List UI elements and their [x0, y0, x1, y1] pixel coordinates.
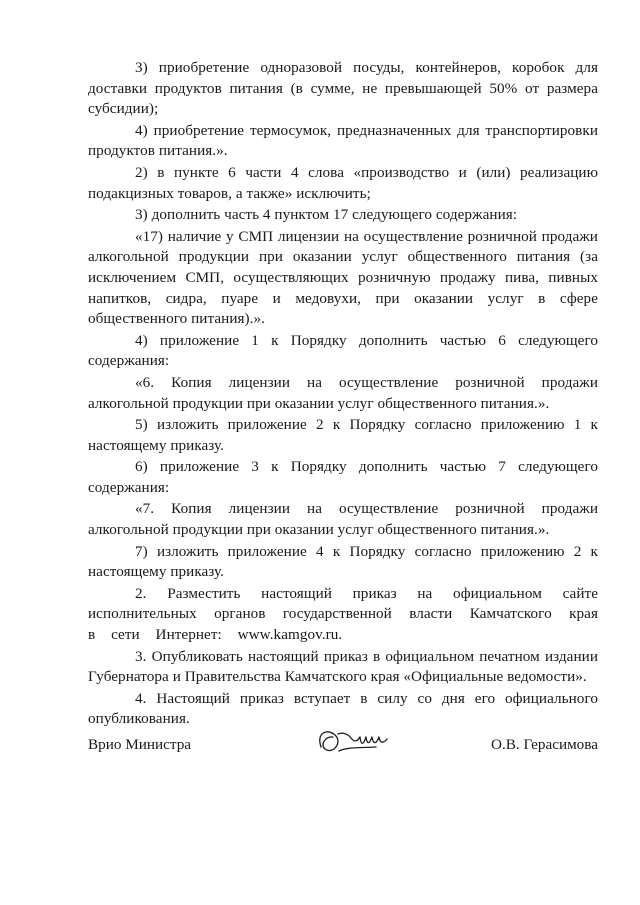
signatory-title: Врио Министра [88, 736, 192, 753]
paragraph-publish-print: 3. Опубликовать настоящий приказ в официальном печатном издании Губернатора и Правительства Камчатского края «Официальные ведомости». [88, 647, 598, 686]
paragraph-point-17-intro: 3) дополнить часть 4 пунктом 17 следующего содержания: [135, 206, 518, 224]
paragraph-publish-site: 2. Разместить настоящий приказ на официальном сайте исполнительных органов государственной власти Камчатского края в сети Интернет: www.kamgov.ru. [88, 584, 598, 644]
paragraph-effective-date: 4. Настоящий приказ вступает в силу со дня его официального опубликования. [88, 689, 598, 728]
paragraph-point-6-amendment: 2) в пункте 6 части 4 слова «производство и (или) реализацию подакцизных товаров, а также» исключить; [88, 163, 598, 202]
paragraph-appendix-2-amendment: 5) изложить приложение 2 к Порядку согласно приложению 1 к настоящему приказу. [88, 416, 598, 454]
paragraph-appendix-3-amendment: 6) приложение 3 к Порядку дополнить частью 7 следующего содержания: [88, 458, 598, 496]
paragraph-item-3: 3) приобретение одноразовой посуды, контейнеров, коробок для доставки продуктов питания (в сумме, не превышающей 50% от размера субсидии); [88, 59, 598, 118]
paragraph-appendix-1-amendment: 4) приложение 1 к Порядку дополнить частью 6 следующего содержания: [88, 331, 598, 370]
signature-block [88, 724, 598, 774]
paragraph-appendix-4-amendment: 7) изложить приложение 4 к Порядку согласно приложению 2 к настоящему приказу. [88, 542, 598, 581]
signatory-name: О.В. Герасимова [491, 736, 598, 753]
paragraph-appendix-1-text: «6. Копия лицензии на осуществление розничной продажи алкогольной продукции при оказании услуг общественного питания.». [88, 373, 598, 412]
handwritten-signature [315, 724, 397, 760]
document-body [88, 58, 598, 731]
paragraph-item-4: 4) приобретение термосумок, предназначенных для транспортировки продуктов питания.». [88, 121, 598, 160]
paragraph-appendix-3-text: «7. Копия лицензии на осуществление розничной продажи алкогольной продукции при оказании услуг общественного питания.». [88, 500, 598, 539]
paragraph-point-17-text: «17) наличие у СМП лицензии на осуществление розничной продажи алкогольной продукции при оказании услуг общественного питания (за исключением СМП, осуществляющих розничную продажу пива, пивных напитков, сидра, пуаре и медовухи, при оказании услуг в сфере общественного питания).». [88, 227, 598, 328]
